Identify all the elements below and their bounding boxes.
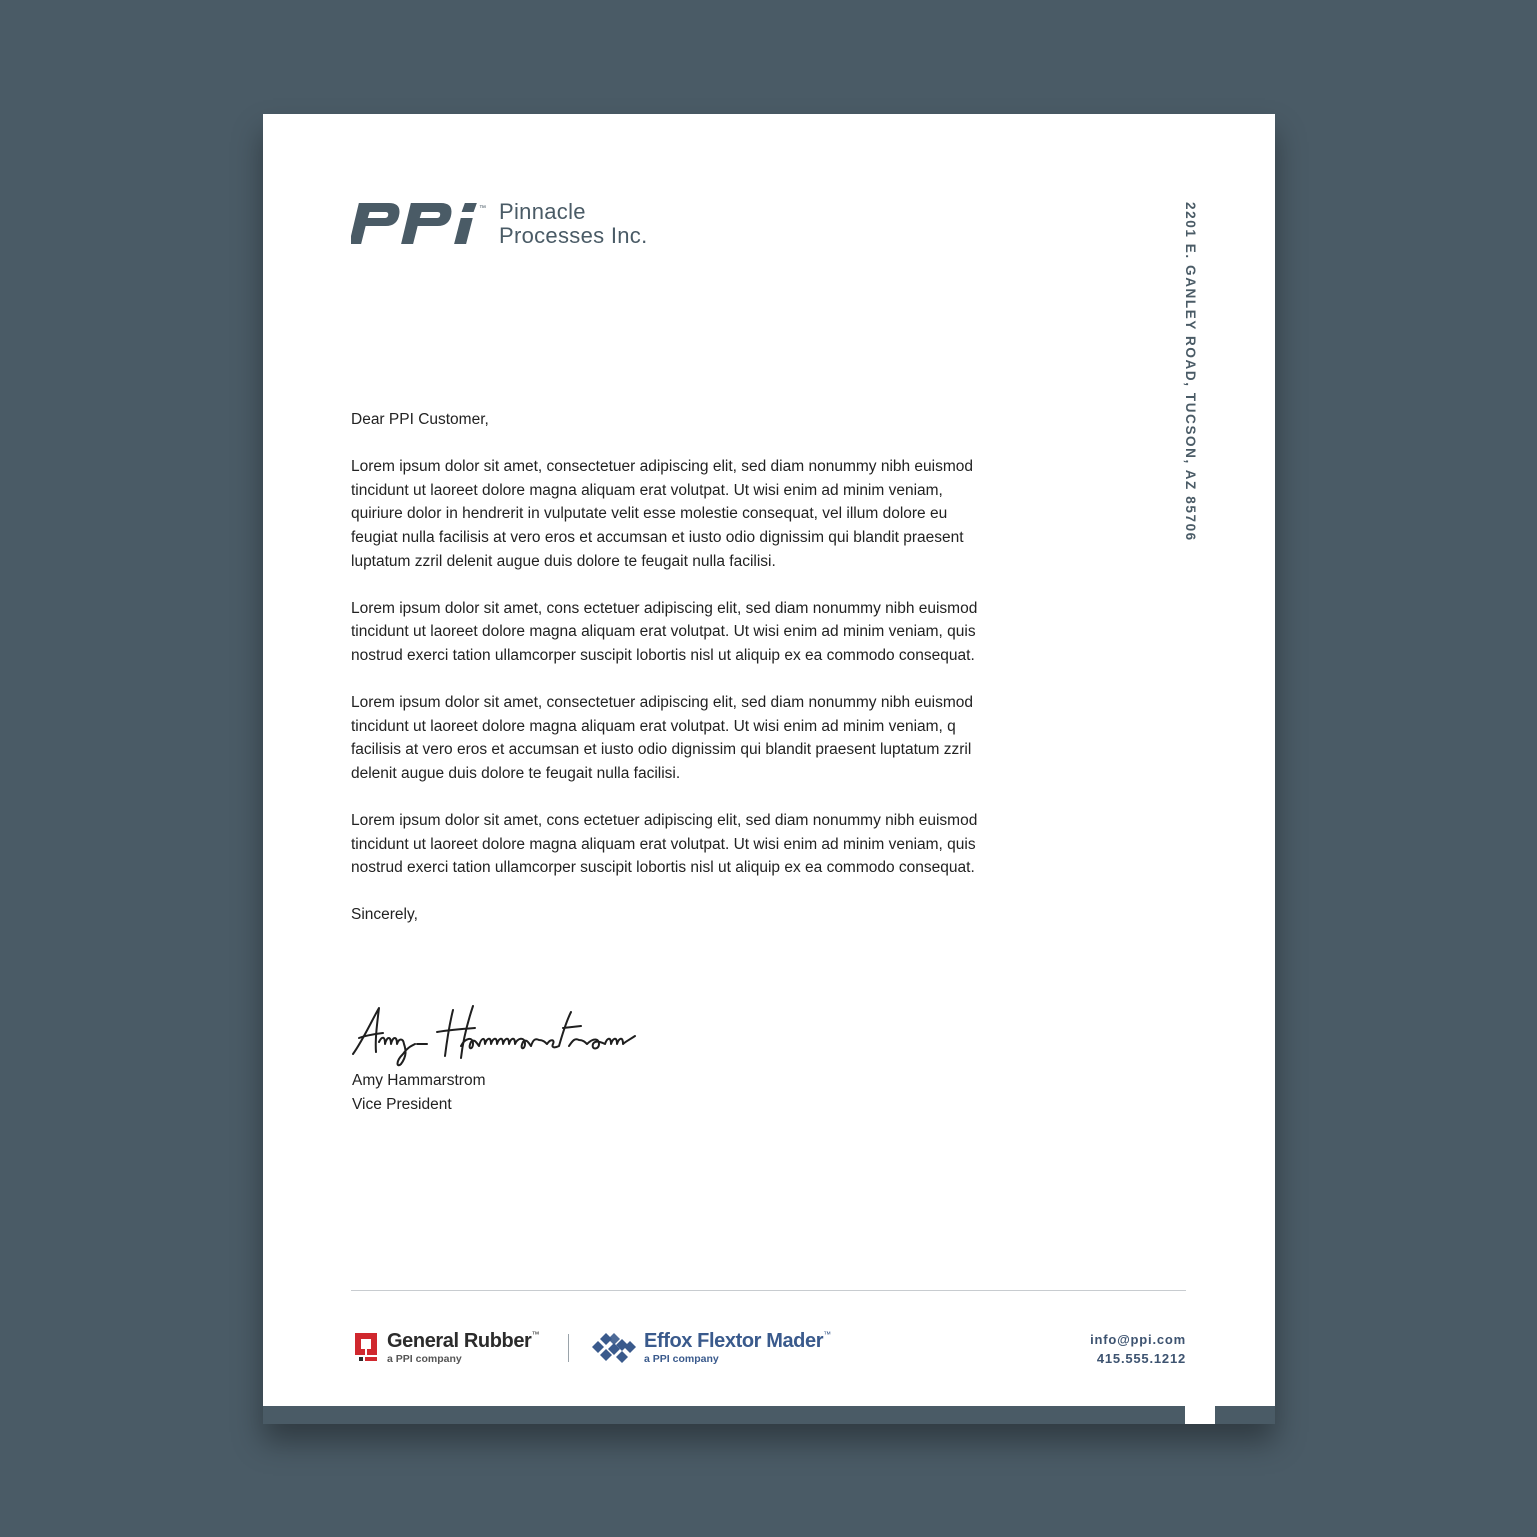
- footer-brand-separator: [568, 1334, 569, 1362]
- handwritten-signature: [349, 1002, 739, 1072]
- signer-block: [352, 1069, 485, 1116]
- letter-closing: Sincerely,: [351, 906, 418, 924]
- general-rubber-name-text: General Rubber: [387, 1330, 532, 1352]
- letter-paragraph: Lorem ipsum dolor sit amet, cons ectetuer adipiscing elit, sed diam nonummy nibh euismod tincidunt ut laoreet dolore magna aliquam erat volutpat. Ut wisi enim ad minim veniam, quis nostrud exerci tation ullamcorper suscipit lobortis nisl ut aliquip ex ea commodo consequat.: [351, 812, 978, 877]
- letter-greeting: Dear PPI Customer,: [351, 411, 489, 428]
- letter-body: [351, 408, 981, 951]
- effox-name: [644, 1330, 831, 1353]
- letter-paragraph: Lorem ipsum dolor sit amet, cons ectetuer adipiscing elit, sed diam nonummy nibh euismod tincidunt ut laoreet dolore magna aliquam erat volutpat. Ut wisi enim ad minim veniam, quis nostrud exerci tation ullamcorper suscipit lobortis nisl ut aliquip ex ea commodo consequat.: [351, 599, 978, 664]
- effox-tagline: a PPI company: [644, 1353, 719, 1365]
- bottom-accent-notch: [1185, 1406, 1215, 1424]
- general-rubber-tm: ™: [531, 1330, 540, 1339]
- effox-tm: ™: [823, 1330, 831, 1339]
- company-name: [499, 200, 647, 248]
- general-rubber-name: [387, 1330, 539, 1353]
- signer-name: Amy Hammarstrom: [352, 1072, 486, 1089]
- ppi-logo-mark: [351, 202, 491, 246]
- letter-paragraph: Lorem ipsum dolor sit amet, consectetuer adipiscing elit, sed diam nonummy nibh euismod tincidunt ut laoreet dolore magna aliquam erat volutpat. Ut wisi enim ad minim veniam, q facilisis at vero eros et accumsan et iusto odio dignissim qui blandit praesent luptatum zzril delenit augue duis dolore te feugait nulla facilisi.: [351, 694, 974, 782]
- footer-divider: [351, 1290, 1186, 1291]
- contact-email[interactable]: info@ppi.com: [1090, 1332, 1186, 1347]
- contact-phone[interactable]: 415.555.1212: [1096, 1351, 1186, 1366]
- bottom-accent-bar: [263, 1406, 1275, 1424]
- letterhead-page: [263, 114, 1275, 1424]
- contact-info: [1090, 1330, 1186, 1368]
- effox-name-text: Effox Flextor Mader: [644, 1330, 824, 1352]
- company-name-line2: Processes Inc.: [499, 223, 648, 248]
- general-rubber-tagline: a PPI company: [387, 1353, 462, 1365]
- effox-diamond-icon: [590, 1331, 638, 1365]
- company-name-line1: Pinnacle: [499, 199, 586, 224]
- svg-text:™: ™: [479, 205, 486, 212]
- general-rubber-g-icon: [353, 1331, 379, 1363]
- letter-paragraph: Lorem ipsum dolor sit amet, consectetuer adipiscing elit, sed diam nonummy nibh euismod tincidunt ut laoreet dolore magna aliquam erat volutpat. Ut wisi enim ad minim veniam, quiriure dolor in hendrerit in vulputate velit esse molestie consequat, vel illum dolore eu feugiat nulla facilisis at vero eros et accumsan et iusto odio dignissim qui blandit praesent luptatum zzril delenit augue duis dolore te feugait nulla facilisi.: [351, 458, 974, 570]
- company-address: 2201 E. GANLEY ROAD, TUCSON, AZ 85706: [1183, 202, 1198, 542]
- signer-title: Vice President: [352, 1095, 452, 1113]
